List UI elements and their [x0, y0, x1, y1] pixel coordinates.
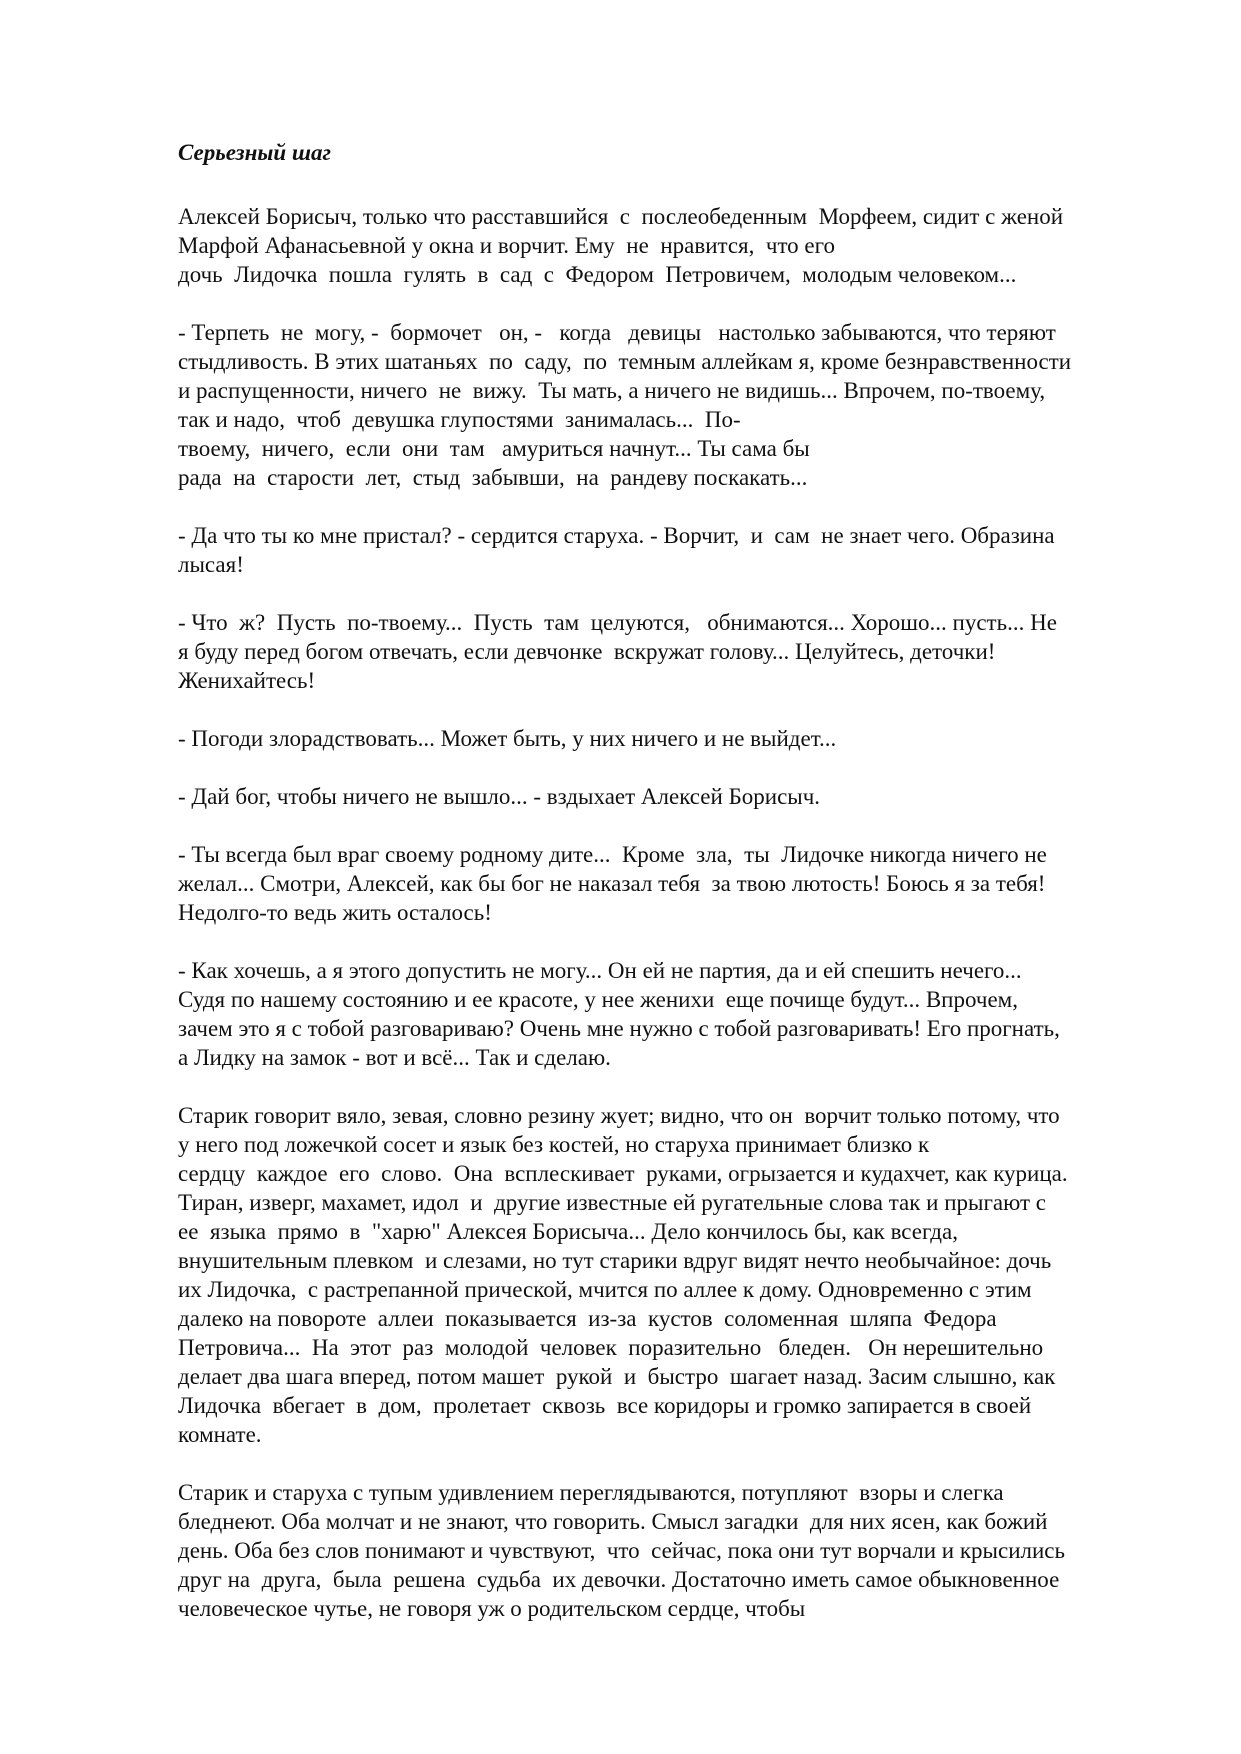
paragraph — [178, 956, 1168, 1072]
paragraph — [178, 521, 1168, 579]
text-line: внушительным плевком и слезами, но тут старики вдруг видят нечто необычайное: дочь — [178, 1248, 1052, 1273]
text-line: а Лидку на замок - вот и всё... Так и сделаю. — [178, 1045, 611, 1070]
text-line: - Что ж? Пусть по-твоему... Пусть там целуются, обнимаются... Хорошо... пусть... Не — [178, 610, 1057, 635]
text-line: Судя по нашему состоянию и ее красоте, у нее женихи еще почище будут... Впрочем, — [178, 987, 1018, 1012]
paragraph — [178, 840, 1168, 927]
text-line: Старик говорит вяло, зевая, словно резину жует; видно, что он ворчит только потому, что — [178, 1103, 1060, 1128]
text-line: - Дай бог, чтобы ничего не вышло... - вздыхает Алексей Борисыч. — [178, 784, 821, 809]
text-line: Марфой Афанасьевной у окна и ворчит. Ему не нравится, что его — [178, 233, 836, 258]
document-page — [178, 138, 1168, 1652]
paragraph — [178, 202, 1168, 289]
text-line: человеческое чутье, не говоря уж о родительском сердце, чтобы — [178, 1596, 806, 1621]
paragraph — [178, 724, 1168, 753]
text-line: далеко на повороте аллеи показывается из-за кустов соломенная шляпа Федора — [178, 1306, 997, 1331]
text-line: их Лидочка, с растрепанной прической, мчится по аллее к дому. Одновременно с этим — [178, 1277, 1032, 1302]
paragraph — [178, 608, 1168, 695]
paragraph — [178, 318, 1168, 492]
text-line: Алексей Борисыч, только что расставшийся с послеобеденным Морфеем, сидит с женой — [178, 204, 1064, 229]
paragraph — [178, 1101, 1168, 1449]
text-line: лысая! — [178, 552, 244, 577]
text-line: так и надо, чтоб девушка глупостями занималась... По- — [178, 407, 741, 432]
text-line: - Как хочешь, а я этого допустить не могу... Он ей не партия, да и ей спешить нечего... — [178, 958, 1022, 983]
text-line: желал... Смотри, Алексей, как бы бог не наказал тебя за твою лютость! Боюсь я за тебя! — [178, 871, 1046, 896]
document-title: Серьезный шаг — [178, 140, 332, 165]
text-line: Петровича... На этот раз молодой человек поразительно бледен. Он нерешительно — [178, 1335, 1044, 1360]
text-line: рада на старости лет, стыд забывши, на рандеву поскакать... — [178, 465, 808, 490]
paragraph — [178, 1478, 1168, 1623]
text-line: и распущенности, ничего не вижу. Ты мать, а ничего не видишь... Впрочем, по-твоему, — [178, 378, 1046, 403]
text-line: - Терпеть не могу, - бормочет он, - когда девицы настолько забываются, что теряют — [178, 320, 1056, 345]
text-line: - Ты всегда был враг своему родному дите... Кроме зла, ты Лидочке никогда ничего не — [178, 842, 1047, 867]
text-line: Лидочка вбегает в дом, пролетает сквозь все коридоры и громко запирается в своей — [178, 1393, 1032, 1418]
text-line: стыдливость. В этих шатаньях по саду, по темным аллейкам я, кроме безнравственности — [178, 349, 1072, 374]
text-line: Старик и старуха с тупым удивлением переглядываются, потупляют взоры и слегка — [178, 1480, 1004, 1505]
document-body — [178, 202, 1168, 1623]
text-line: бледнеют. Оба молчат и не знают, что говорить. Смысл загадки для них ясен, как божий — [178, 1509, 1048, 1534]
text-line: зачем это я с тобой разговариваю? Очень мне нужно с тобой разговаривать! Его прогнать, — [178, 1016, 1060, 1041]
text-line: Недолго-то ведь жить осталось! — [178, 900, 492, 925]
paragraph — [178, 782, 1168, 811]
text-line: друг на друга, была решена судьба их девочки. Достаточно иметь самое обыкновенное — [178, 1567, 1060, 1592]
text-line: я буду перед богом отвечать, если девчонке вскружат голову... Целуйтесь, деточки! — [178, 639, 996, 664]
text-line: делает два шага вперед, потом машет рукой и быстро шагает назад. Засим слышно, как — [178, 1364, 1056, 1389]
text-line: Тиран, изверг, махамет, идол и другие известные ей ругательные слова так и прыгают с — [178, 1190, 1047, 1215]
text-line: - Погоди злорадствовать... Может быть, у них ничего и не выйдет... — [178, 726, 837, 751]
text-line: сердцу каждое его слово. Она всплескивает руками, огрызается и кудахчет, как курица. — [178, 1161, 1068, 1186]
text-line: твоему, ничего, если они там амуриться начнут... Ты сама бы — [178, 436, 810, 461]
text-line: дочь Лидочка пошла гулять в сад с Федором Петровичем, молодым человеком... — [178, 262, 1017, 287]
text-line: день. Оба без слов понимают и чувствуют, что сейчас, пока они тут ворчали и крысились — [178, 1538, 1065, 1563]
text-line: комнате. — [178, 1422, 262, 1447]
text-line: у него под ложечкой сосет и язык без костей, но старуха принимает близко к — [178, 1132, 930, 1157]
text-line: - Да что ты ко мне пристал? - сердится старуха. - Ворчит, и сам не знает чего. Образина — [178, 523, 1055, 548]
text-line: Женихайтесь! — [178, 668, 316, 693]
text-line: ее языка прямо в "харю" Алексея Борисыча... Дело кончилось бы, как всегда, — [178, 1219, 958, 1244]
